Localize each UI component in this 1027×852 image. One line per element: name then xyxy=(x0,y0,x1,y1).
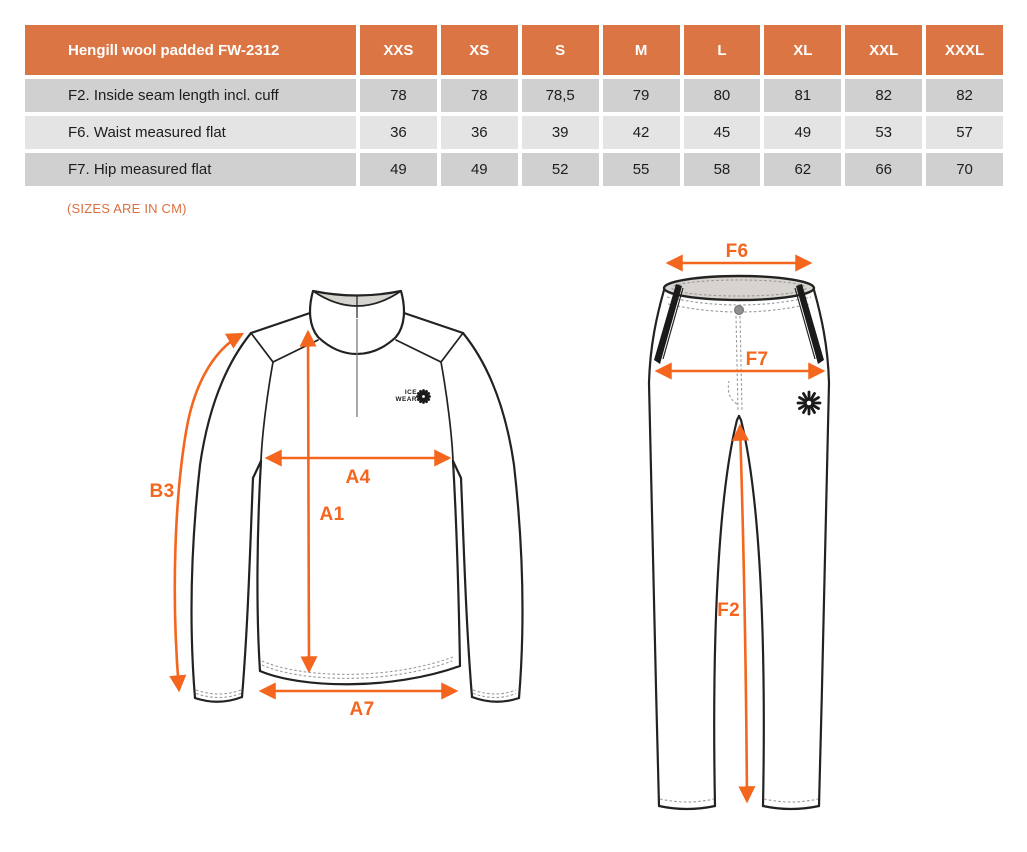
pants-waistband xyxy=(664,276,814,315)
table-value: 36 xyxy=(441,116,518,149)
table-value: 42 xyxy=(603,116,680,149)
snowflake-icon xyxy=(798,392,820,414)
table-value: 49 xyxy=(360,153,437,186)
brand-logo xyxy=(395,389,429,403)
svg-text:WEAR: WEAR xyxy=(395,396,417,403)
svg-text:ICE: ICE xyxy=(404,389,417,396)
table-value: 80 xyxy=(684,79,761,112)
row-label-f7: F7. Hip measured flat xyxy=(25,153,356,186)
table-value: 45 xyxy=(684,116,761,149)
table-value: 49 xyxy=(764,116,841,149)
measure-b3-arrow xyxy=(175,334,242,690)
table-value: 36 xyxy=(360,116,437,149)
pants-outline xyxy=(649,290,829,809)
measure-a4-label: A4 xyxy=(345,467,371,488)
table-value: 57 xyxy=(926,116,1003,149)
table-value: 58 xyxy=(684,153,761,186)
table-value: 81 xyxy=(764,79,841,112)
sweater-diagram xyxy=(150,291,523,720)
table-value: 66 xyxy=(845,153,922,186)
table-value: 78,5 xyxy=(522,79,599,112)
row-label-f2: F2. Inside seam length incl. cuff xyxy=(25,79,356,112)
size-header-l: L xyxy=(684,25,761,75)
size-header-s: S xyxy=(522,25,599,75)
measure-f2-label: F2 xyxy=(717,600,740,621)
table-value: 52 xyxy=(522,153,599,186)
size-header-xl: XL xyxy=(764,25,841,75)
table-value: 78 xyxy=(441,79,518,112)
table-value: 62 xyxy=(764,153,841,186)
table-value: 53 xyxy=(845,116,922,149)
table-value: 78 xyxy=(360,79,437,112)
product-title-cell: Hengill wool padded FW-2312 xyxy=(25,25,356,75)
size-header-m: M xyxy=(603,25,680,75)
table-value: 82 xyxy=(845,79,922,112)
measure-b3-label: B3 xyxy=(149,481,175,502)
sizes-unit-note: (SIZES ARE IN CM) xyxy=(67,201,187,216)
table-value: 79 xyxy=(603,79,680,112)
measure-a1-label: A1 xyxy=(319,504,345,525)
table-value: 70 xyxy=(926,153,1003,186)
measure-a1-arrow xyxy=(308,332,309,671)
row-label-f6: F6. Waist measured flat xyxy=(25,116,356,149)
table-value: 82 xyxy=(926,79,1003,112)
table-value: 49 xyxy=(441,153,518,186)
table-value: 55 xyxy=(603,153,680,186)
size-header-xxxl: XXXL xyxy=(926,25,1003,75)
waist-button xyxy=(735,306,744,315)
size-header-xxs: XXS xyxy=(360,25,437,75)
pants-stitching xyxy=(660,316,818,802)
measure-f2-arrow xyxy=(740,426,747,801)
measure-f7-label: F7 xyxy=(745,349,769,370)
snowflake-icon xyxy=(418,391,430,403)
pants-diagram xyxy=(649,241,829,809)
measure-a7-label: A7 xyxy=(349,699,375,720)
table-value: 39 xyxy=(522,116,599,149)
measure-f6-label: F6 xyxy=(725,241,749,262)
size-header-xxl: XXL xyxy=(845,25,922,75)
size-header-xs: XS xyxy=(441,25,518,75)
